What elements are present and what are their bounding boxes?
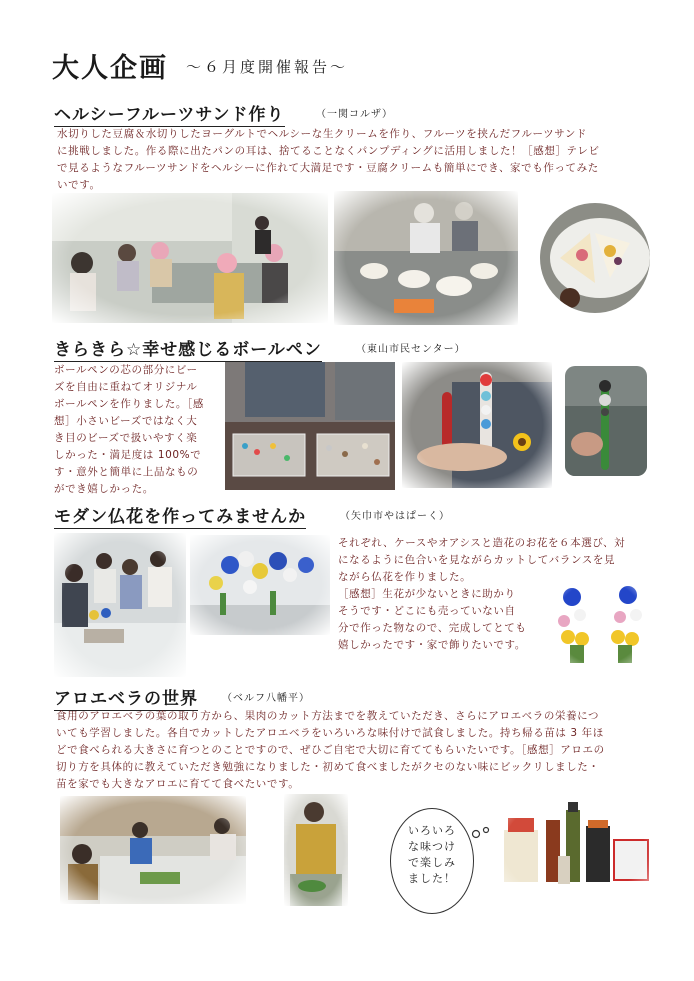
photo-flower-workshop [54, 533, 186, 677]
page-title: 大人企画 [52, 53, 168, 84]
section-title-ballpoint-pen: きらきら☆幸せ感じるボールペン [54, 335, 322, 362]
section-venue-aloe-vera: （ベルフ八幡平） [222, 693, 310, 704]
photo-seasonings [494, 790, 654, 906]
section-venue-fruit-sandwich: （一関コルザ） [316, 109, 393, 120]
body-line: に挑戦しました。作る際に出たパンの耳は、捨てることなくパンプディングに活用しました！［感想］テレビ [57, 145, 600, 157]
body-line: いても学習しました。各自でカットしたアロエベラをいろいろな味付けで試食しました。持ち帰る苗は 3 年ほ [56, 727, 604, 739]
body-line: ［感想］生花が少ないときに助かり [338, 588, 516, 600]
photo-flower-arrangements [190, 535, 330, 635]
section-body-fruit-sandwich [57, 126, 657, 194]
bubble-line: な味つけ [408, 840, 456, 853]
photo-cutting-aloe [284, 794, 348, 906]
thought-bubble-dots [470, 822, 494, 846]
body-line: どで食べられる大きさに育つとのことですので、ぜひご自宅で大切に育ててもらいたいです。［感想］アロエの [56, 744, 605, 756]
body-line: 分で作った物なので、完成してとても [338, 622, 527, 634]
photo-finished-pen [565, 366, 647, 476]
section-impression-buddhist-flowers [338, 586, 548, 654]
speech-bubble-text [391, 823, 473, 887]
section-body-ballpoint-pen [54, 362, 224, 498]
body-line: ができ嬉しかった。 [54, 483, 154, 495]
body-line: き目のビーズで扱いやすく楽 [54, 432, 198, 444]
section-title-aloe-vera: アロエベラの世界 [54, 684, 198, 711]
body-line: になるように色合いを見ながらカットしてバランスを見 [338, 554, 616, 566]
photo-cooking-room [52, 193, 328, 323]
section-venue-ballpoint-pen: （東山市民センター） [356, 344, 466, 355]
photo-fruit-sandwich-plate [540, 203, 650, 313]
body-line: ボールペンを作りました。［感 [54, 398, 204, 410]
section-body-aloe-vera [56, 708, 666, 793]
photo-making-sandwich [334, 191, 518, 325]
photo-beaded-pen-sunflower [402, 362, 552, 488]
body-line: 食用のアロエベラの葉の取り方から、果肉のカット方法までを教えていただき、さらにアロエベラの栄養につ [56, 710, 600, 722]
body-line: 切り方を具体的に教えていただき勉強になりました・初めて食べましたがクセのない味にビックリしました・ [56, 761, 600, 773]
photo-finished-bouquets [550, 575, 650, 670]
section-title-buddhist-flowers: モダン仏花を作ってみませんか [54, 502, 306, 529]
body-line: そうです・どこにも売っていない自 [338, 605, 516, 617]
section-venue-buddhist-flowers: （矢巾市やはぱーく） [340, 511, 450, 522]
body-line: 嬉しかったです・家で飾りたいです。 [338, 639, 526, 651]
body-line: いです。 [57, 179, 101, 191]
body-line: しかった・満足度は 100%で [54, 449, 202, 461]
section-title-fruit-sandwich: ヘルシーフルーツサンド作り [54, 100, 285, 127]
speech-bubble [390, 808, 474, 914]
body-line: 水切りした豆腐＆水切りしたヨーグルトでヘルシーな生クリームを作り、フルーツを挟んだフルーツサンド [57, 128, 588, 140]
body-line: ズを自由に重ねてオリジナル [54, 381, 198, 393]
bubble-line: いろいろ [408, 824, 456, 837]
body-line: ボールペンの芯の部分にビー [54, 364, 198, 376]
body-line: す・意外と簡単に上品なもの [54, 466, 199, 478]
body-line: それぞれ、ケースやオアシスと造花のお花を６本選び、対 [338, 537, 626, 549]
bubble-line: ました！ [408, 872, 456, 885]
body-line: で見るようなフルーツサンドをヘルシーに作れて大満足です・豆腐クリームも簡単にでき、家でも作ってみた [57, 162, 599, 174]
page-subtitle: ～６月度開催報告～ [186, 58, 349, 76]
photo-bead-cases [225, 362, 395, 490]
body-line: ながら仏花を作りました。 [338, 571, 472, 583]
body-line: 苗を家でも大きなアロエに育てて食べたいです。 [56, 778, 300, 790]
body-line: 想］小さいビーズではなく大 [54, 415, 198, 427]
photo-aloe-workshop [60, 796, 246, 904]
bubble-line: で楽しみ [408, 856, 456, 869]
